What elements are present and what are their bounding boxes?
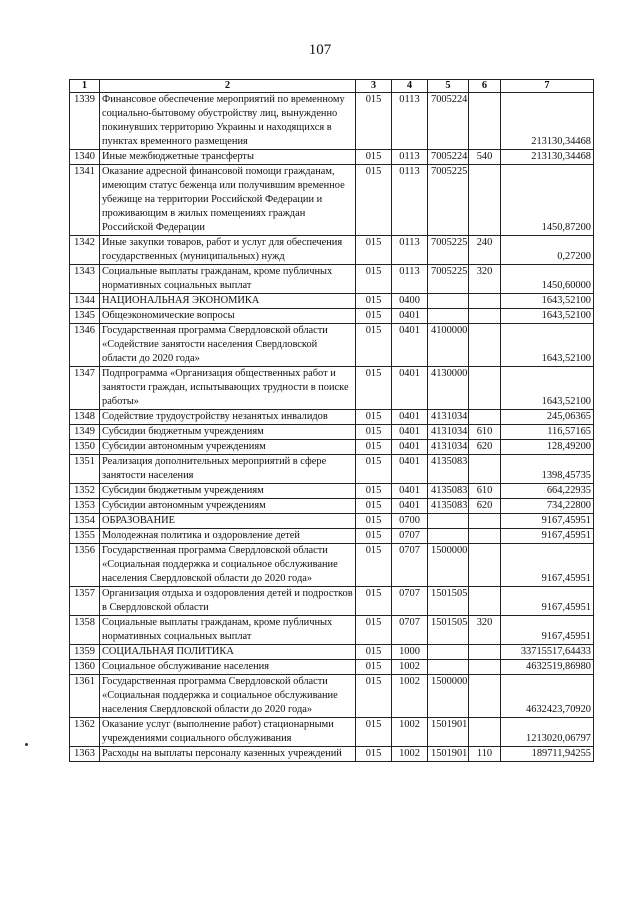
row-description: Оказание услуг (выполнение работ) стационарными учреждениями социального обслуживания	[100, 718, 356, 747]
row-expense-type: 610	[469, 425, 501, 440]
row-description: Иные межбюджетные трансферты	[100, 150, 356, 165]
row-target-code: 7005224	[428, 150, 469, 165]
column-header: 4	[392, 80, 428, 93]
row-amount: 9167,45951	[501, 587, 594, 616]
row-amount: 9167,45951	[501, 616, 594, 645]
row-expense-type	[469, 455, 501, 484]
column-header: 1	[70, 80, 100, 93]
row-section-code: 0401	[392, 367, 428, 410]
row-ministry-code: 015	[356, 675, 392, 718]
row-ministry-code: 015	[356, 499, 392, 514]
row-section-code: 0401	[392, 425, 428, 440]
row-number: 1352	[70, 484, 100, 499]
row-amount: 213130,34468	[501, 93, 594, 150]
row-section-code: 0401	[392, 440, 428, 455]
row-target-code: 1501505	[428, 616, 469, 645]
row-expense-type	[469, 544, 501, 587]
row-number: 1358	[70, 616, 100, 645]
row-number: 1345	[70, 309, 100, 324]
row-amount: 4632423,70920	[501, 675, 594, 718]
row-expense-type: 540	[469, 150, 501, 165]
row-description: Оказание адресной финансовой помощи гражданам, имеющим статус беженца или получившим временное убежище на территории Российской Федерации и проживающим в жилых помещениях граждан Российской Федерации	[100, 165, 356, 236]
row-section-code: 1000	[392, 645, 428, 660]
row-expense-type	[469, 529, 501, 544]
row-description: Социальные выплаты гражданам, кроме публичных нормативных социальных выплат	[100, 265, 356, 294]
row-number: 1350	[70, 440, 100, 455]
row-description: Государственная программа Свердловской области «Содействие занятости населения Свердловской области до 2020 года»	[100, 324, 356, 367]
row-description: Реализация дополнительных мероприятий в сфере занятости населения	[100, 455, 356, 484]
row-ministry-code: 015	[356, 645, 392, 660]
row-ministry-code: 015	[356, 309, 392, 324]
row-ministry-code: 015	[356, 265, 392, 294]
row-number: 1346	[70, 324, 100, 367]
row-expense-type: 110	[469, 747, 501, 762]
row-number: 1355	[70, 529, 100, 544]
row-section-code: 0113	[392, 236, 428, 265]
table-row	[70, 747, 594, 762]
table-row	[70, 440, 594, 455]
row-amount: 734,22800	[501, 499, 594, 514]
row-amount: 1643,52100	[501, 324, 594, 367]
row-target-code: 7005225	[428, 265, 469, 294]
row-amount: 1450,60000	[501, 265, 594, 294]
row-section-code: 1002	[392, 718, 428, 747]
table-row	[70, 367, 594, 410]
row-ministry-code: 015	[356, 324, 392, 367]
row-target-code: 4135083	[428, 484, 469, 499]
row-ministry-code: 015	[356, 93, 392, 150]
row-number: 1343	[70, 265, 100, 294]
row-section-code: 0700	[392, 514, 428, 529]
row-target-code	[428, 660, 469, 675]
row-expense-type: 620	[469, 440, 501, 455]
row-target-code	[428, 309, 469, 324]
table-row	[70, 616, 594, 645]
row-section-code: 0113	[392, 165, 428, 236]
row-expense-type	[469, 660, 501, 675]
row-section-code: 0400	[392, 294, 428, 309]
column-header: 7	[501, 80, 594, 93]
row-description: Финансовое обеспечение мероприятий по временному социально-бытовому обустройству лиц, вынужденно покинувших территорию Украины и находящихся в пунктах временного размещения	[100, 93, 356, 150]
row-number: 1344	[70, 294, 100, 309]
row-amount: 1643,52100	[501, 367, 594, 410]
row-target-code: 7005225	[428, 236, 469, 265]
table-row	[70, 645, 594, 660]
row-section-code: 0401	[392, 324, 428, 367]
row-target-code: 4135083	[428, 455, 469, 484]
row-section-code: 0401	[392, 455, 428, 484]
row-ministry-code: 015	[356, 294, 392, 309]
row-section-code: 0401	[392, 309, 428, 324]
row-expense-type	[469, 93, 501, 150]
row-amount: 1643,52100	[501, 309, 594, 324]
budget-table	[69, 79, 594, 762]
row-ministry-code: 015	[356, 587, 392, 616]
row-target-code: 4135083	[428, 499, 469, 514]
row-section-code: 0401	[392, 499, 428, 514]
row-number: 1339	[70, 93, 100, 150]
row-target-code: 1501505	[428, 587, 469, 616]
row-number: 1340	[70, 150, 100, 165]
row-amount: 1398,45735	[501, 455, 594, 484]
row-target-code: 7005225	[428, 165, 469, 236]
table-row	[70, 514, 594, 529]
row-section-code: 0707	[392, 529, 428, 544]
table-row	[70, 484, 594, 499]
row-section-code: 1002	[392, 747, 428, 762]
row-description: Субсидии бюджетным учреждениям	[100, 484, 356, 499]
row-ministry-code: 015	[356, 529, 392, 544]
row-amount: 9167,45951	[501, 514, 594, 529]
row-description: Субсидии автономным учреждениям	[100, 499, 356, 514]
row-description: Субсидии бюджетным учреждениям	[100, 425, 356, 440]
row-expense-type	[469, 367, 501, 410]
row-expense-type	[469, 294, 501, 309]
row-target-code: 4131034	[428, 440, 469, 455]
row-section-code: 0113	[392, 93, 428, 150]
row-expense-type: 320	[469, 616, 501, 645]
table-row	[70, 93, 594, 150]
row-section-code: 0707	[392, 616, 428, 645]
table-row	[70, 587, 594, 616]
row-amount: 4632519,86980	[501, 660, 594, 675]
row-section-code: 1002	[392, 675, 428, 718]
row-expense-type	[469, 675, 501, 718]
row-number: 1349	[70, 425, 100, 440]
row-amount: 245,06365	[501, 410, 594, 425]
row-number: 1353	[70, 499, 100, 514]
row-amount: 128,49200	[501, 440, 594, 455]
row-target-code	[428, 514, 469, 529]
column-header: 2	[100, 80, 356, 93]
table-row	[70, 324, 594, 367]
row-ministry-code: 015	[356, 616, 392, 645]
row-ministry-code: 015	[356, 425, 392, 440]
row-expense-type: 620	[469, 499, 501, 514]
row-ministry-code: 015	[356, 484, 392, 499]
row-amount: 664,22935	[501, 484, 594, 499]
row-target-code: 4131034	[428, 410, 469, 425]
row-description: Содействие трудоустройству незанятых инвалидов	[100, 410, 356, 425]
row-section-code: 1002	[392, 660, 428, 675]
row-target-code: 1500000	[428, 675, 469, 718]
table-row	[70, 675, 594, 718]
row-amount: 0,27200	[501, 236, 594, 265]
row-number: 1361	[70, 675, 100, 718]
row-description: Общеэкономические вопросы	[100, 309, 356, 324]
row-expense-type	[469, 587, 501, 616]
table-row	[70, 309, 594, 324]
table-row	[70, 294, 594, 309]
page-number: 107	[308, 42, 332, 58]
row-target-code: 4100000	[428, 324, 469, 367]
row-description: Государственная программа Свердловской области «Социальная поддержка и социальное обслуживание населения Свердловской области до 2020 года»	[100, 675, 356, 718]
row-target-code	[428, 294, 469, 309]
row-section-code: 0707	[392, 544, 428, 587]
table-row	[70, 236, 594, 265]
row-amount: 1213020,06797	[501, 718, 594, 747]
row-description: Государственная программа Свердловской области «Социальная поддержка и социальное обслуживание населения Свердловской области до 2020 года»	[100, 544, 356, 587]
column-header: 3	[356, 80, 392, 93]
row-expense-type: 610	[469, 484, 501, 499]
row-number: 1357	[70, 587, 100, 616]
row-number: 1356	[70, 544, 100, 587]
table-row	[70, 165, 594, 236]
column-header: 5	[428, 80, 469, 93]
header-row	[70, 80, 594, 93]
row-number: 1360	[70, 660, 100, 675]
row-expense-type	[469, 410, 501, 425]
row-ministry-code: 015	[356, 367, 392, 410]
row-section-code: 0113	[392, 150, 428, 165]
row-amount: 33715517,64433	[501, 645, 594, 660]
row-ministry-code: 015	[356, 410, 392, 425]
row-section-code: 0401	[392, 410, 428, 425]
row-description: Организация отдыха и оздоровления детей и подростков в Свердловской области	[100, 587, 356, 616]
row-number: 1354	[70, 514, 100, 529]
row-number: 1351	[70, 455, 100, 484]
table-row	[70, 455, 594, 484]
row-amount: 9167,45951	[501, 544, 594, 587]
row-ministry-code: 015	[356, 660, 392, 675]
row-ministry-code: 015	[356, 165, 392, 236]
table-row	[70, 544, 594, 587]
row-expense-type: 240	[469, 236, 501, 265]
row-ministry-code: 015	[356, 514, 392, 529]
row-target-code: 7005224	[428, 93, 469, 150]
row-description: Молодежная политика и оздоровление детей	[100, 529, 356, 544]
table-row	[70, 499, 594, 514]
row-target-code: 1501901	[428, 747, 469, 762]
row-description: НАЦИОНАЛЬНАЯ ЭКОНОМИКА	[100, 294, 356, 309]
row-description: Субсидии автономным учреждениям	[100, 440, 356, 455]
row-ministry-code: 015	[356, 455, 392, 484]
row-expense-type	[469, 514, 501, 529]
row-ministry-code: 015	[356, 236, 392, 265]
row-description: Расходы на выплаты персоналу казенных учреждений	[100, 747, 356, 762]
row-number: 1359	[70, 645, 100, 660]
row-number: 1341	[70, 165, 100, 236]
row-section-code: 0113	[392, 265, 428, 294]
row-section-code: 0707	[392, 587, 428, 616]
row-description: ОБРАЗОВАНИЕ	[100, 514, 356, 529]
row-amount: 116,57165	[501, 425, 594, 440]
row-ministry-code: 015	[356, 544, 392, 587]
row-target-code: 1500000	[428, 544, 469, 587]
row-expense-type	[469, 165, 501, 236]
row-description: Подпрограмма «Организация общественных работ и занятости граждан, испытывающих трудности в поиске работы»	[100, 367, 356, 410]
row-target-code	[428, 645, 469, 660]
row-expense-type: 320	[469, 265, 501, 294]
row-ministry-code: 015	[356, 747, 392, 762]
row-amount: 213130,34468	[501, 150, 594, 165]
row-target-code: 4130000	[428, 367, 469, 410]
row-target-code	[428, 529, 469, 544]
row-amount: 1643,52100	[501, 294, 594, 309]
table-row	[70, 150, 594, 165]
row-description: Социальные выплаты гражданам, кроме публичных нормативных социальных выплат	[100, 616, 356, 645]
row-amount: 189711,94255	[501, 747, 594, 762]
row-expense-type	[469, 718, 501, 747]
table-row	[70, 265, 594, 294]
row-target-code: 4131034	[428, 425, 469, 440]
table-row	[70, 660, 594, 675]
table-row	[70, 410, 594, 425]
row-description: Иные закупки товаров, работ и услуг для обеспечения государственных (муниципальных) нужд	[100, 236, 356, 265]
row-ministry-code: 015	[356, 150, 392, 165]
column-header: 6	[469, 80, 501, 93]
row-number: 1363	[70, 747, 100, 762]
table-row	[70, 425, 594, 440]
row-number: 1362	[70, 718, 100, 747]
row-amount: 9167,45951	[501, 529, 594, 544]
row-number: 1342	[70, 236, 100, 265]
row-expense-type	[469, 645, 501, 660]
row-expense-type	[469, 309, 501, 324]
row-ministry-code: 015	[356, 440, 392, 455]
row-section-code: 0401	[392, 484, 428, 499]
row-number: 1347	[70, 367, 100, 410]
row-description: СОЦИАЛЬНАЯ ПОЛИТИКА	[100, 645, 356, 660]
row-amount: 1450,87200	[501, 165, 594, 236]
row-target-code: 1501901	[428, 718, 469, 747]
row-number: 1348	[70, 410, 100, 425]
scan-dot	[25, 743, 28, 746]
table-row	[70, 718, 594, 747]
row-description: Социальное обслуживание населения	[100, 660, 356, 675]
row-ministry-code: 015	[356, 718, 392, 747]
row-expense-type	[469, 324, 501, 367]
table-row	[70, 529, 594, 544]
